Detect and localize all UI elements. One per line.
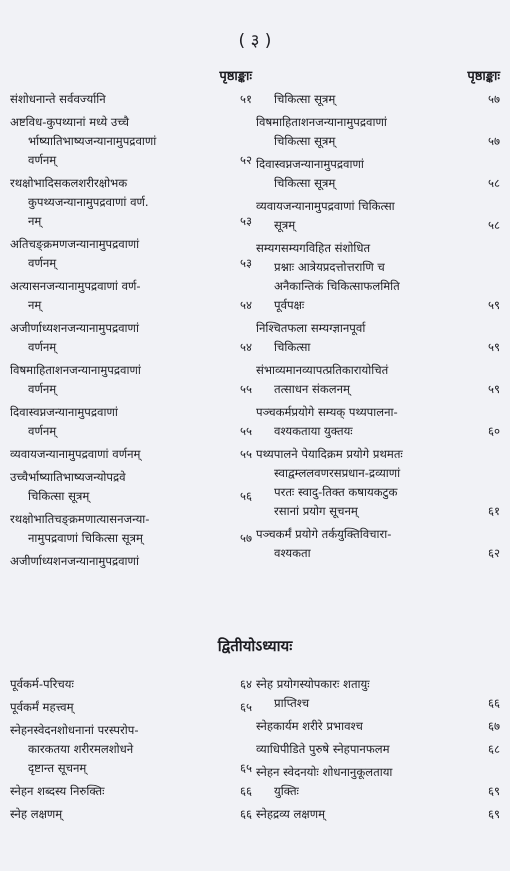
toc-entry-title xyxy=(10,277,226,315)
toc-entry xyxy=(10,235,252,273)
toc-entry-page: ६४ xyxy=(239,677,252,691)
toc-entry-line: स्नेह लक्षणम् xyxy=(10,807,63,821)
toc-entry-line: पथ्यपालने पेयादिक्रम प्रयोगे प्रथमतः xyxy=(256,447,403,461)
toc-entry-page: ५३ xyxy=(239,214,252,228)
toc-entry-line: स्नेहन स्वेदनयोः शोधनानुकूलताया xyxy=(256,765,393,779)
toc-entry xyxy=(256,763,500,801)
toc-entry-title xyxy=(10,805,226,824)
toc-entry-page: ५९ xyxy=(487,298,500,312)
toc-entry-title xyxy=(256,319,474,357)
toc-entry xyxy=(10,552,252,571)
toc-entry-line: अजीर्णाध्यशनजन्यानामुपद्रवाणां xyxy=(10,554,139,568)
toc-entry-line: र्भाष्यातिभाष्यजन्यानामुपद्रवाणां xyxy=(28,134,157,148)
toc-entry xyxy=(10,468,252,506)
toc-entry xyxy=(256,525,500,563)
toc-left-column xyxy=(10,64,252,575)
toc-entry xyxy=(10,361,252,399)
toc-entry-title xyxy=(10,782,226,801)
toc-entry-page: ५७ xyxy=(487,92,500,106)
toc-entry-page: ६६ xyxy=(239,784,252,798)
toc-right-column xyxy=(256,64,500,567)
toc-entry xyxy=(256,805,500,824)
toc-entry-page: ६९ xyxy=(487,807,500,821)
toc-entry-line: अत्यासनजन्यानामुपद्रवाणां वर्ण- xyxy=(10,279,141,293)
toc-entry-line: अनैकान्तिकं चिकित्साफलमिति xyxy=(274,279,400,293)
toc-entry xyxy=(10,782,252,801)
toc-entry-line: सूत्रम् xyxy=(274,218,296,232)
toc-entry-line: चिकित्सा सूत्रम् xyxy=(274,176,336,190)
toc-entry-title xyxy=(10,90,226,109)
toc-entry-title xyxy=(256,763,474,801)
toc-entry-title xyxy=(256,740,474,759)
toc-entry-line: युक्तिः xyxy=(274,784,299,798)
toc-entry-title xyxy=(10,698,226,717)
toc-entry-line: चिकित्सा सूत्रम् xyxy=(274,92,336,106)
toc-entry-title xyxy=(256,113,474,151)
toc-entry-line: वश्यकता xyxy=(274,546,311,560)
toc-entry-line: वर्णनम् xyxy=(28,153,57,167)
toc-entry-line: सम्यगसम्यगविहित संशोधित xyxy=(256,241,371,255)
toc-entry xyxy=(256,90,500,109)
toc-entry-line: दिवास्वप्नजन्यानामुपद्रवाणां xyxy=(256,157,364,171)
toc-entry-title xyxy=(10,675,226,694)
toc-entry-page: ६७ xyxy=(487,719,500,733)
toc-entry-line: रसानां प्रयोग सूचनम् xyxy=(274,504,358,518)
toc-entry-title xyxy=(10,445,226,464)
toc-entry xyxy=(10,805,252,824)
toc-entry-page: ५७ xyxy=(487,134,500,148)
toc-entry-page: ५१ xyxy=(239,92,252,106)
toc-entry-title xyxy=(256,717,474,736)
page-column-header: पृष्ठाङ्काः xyxy=(467,69,500,84)
toc-entry-line: स्वाद्वम्ललवणरसप्रधान-द्रव्याणां xyxy=(274,466,401,480)
toc-entry-line: स्नेह प्रयोगस्योपकारः शतायुः xyxy=(256,677,370,691)
toc-entry-line: प्रश्नाः आत्रेयप्रदत्तोत्तराणि च xyxy=(274,260,385,274)
toc-entry-title xyxy=(10,174,226,231)
toc-entry-line: पूर्वकर्म-परिचयः xyxy=(10,677,74,691)
toc-entry-line: दिवास्वप्नजन्यानामुपद्रवाणां xyxy=(10,405,118,419)
toc-entry-title xyxy=(10,510,226,548)
toc-entry-line: रथक्षोभातिचङ्क्रमणात्यासनजन्या- xyxy=(10,512,150,526)
toc-entry-line: वर्णनम् xyxy=(28,340,57,354)
toc-entry-title xyxy=(10,235,226,273)
toc-left-column-chapter2 xyxy=(10,675,252,828)
toc-entry-page: ६९ xyxy=(487,784,500,798)
toc-entry-line: वर्णनम् xyxy=(28,382,57,396)
toc-entry-line: अष्टविध-कुपथ्यानां मध्ये उच्चै xyxy=(10,115,129,129)
toc-entry-line: निश्चितफला सम्यग्ज्ञानपूर्वा xyxy=(256,321,366,335)
toc-entry-page: ५६ xyxy=(239,489,252,503)
toc-entry-line: रथक्षोभादिसकलशरीरक्षोभक xyxy=(10,176,128,190)
toc-entry-page: ६५ xyxy=(239,700,252,714)
toc-entry-page: ५९ xyxy=(487,382,500,396)
toc-entry-line: चिकित्सा xyxy=(274,340,311,354)
toc-entry-line: चिकित्सा सूत्रम् xyxy=(274,134,336,148)
toc-entry xyxy=(256,319,500,357)
toc-entry xyxy=(10,113,252,170)
toc-entry-page: ५२ xyxy=(239,153,252,167)
toc-entry-line: स्नेहनस्वेदनशोधनानां परस्परोप- xyxy=(10,723,139,737)
toc-entry-line: अतिचङ्क्रमणजन्यानामुपद्रवाणां xyxy=(10,237,140,251)
toc-entry-page: ५४ xyxy=(239,298,252,312)
toc-entry-page: ६२ xyxy=(487,546,500,560)
toc-entry-page: ६० xyxy=(487,424,500,438)
toc-entry-line: संभाव्यमानव्यापत्प्रतिकारायोचितं xyxy=(256,363,389,377)
toc-entry-page: ६८ xyxy=(487,742,500,756)
toc-entry-page: ५५ xyxy=(239,424,252,438)
toc-entry-line: स्नेहकार्यम शरीरे प्रभावश्च xyxy=(256,719,363,733)
toc-entry-title xyxy=(10,113,226,170)
toc-entry-page: ५५ xyxy=(239,382,252,396)
toc-entry xyxy=(10,675,252,694)
toc-entry xyxy=(10,90,252,109)
toc-entry xyxy=(10,403,252,441)
toc-entry-title xyxy=(10,403,226,441)
toc-entry-title xyxy=(10,361,226,399)
toc-entry-page: ६६ xyxy=(487,696,500,710)
toc-entry-line: व्याधिपीडिते पुरुषे स्नेहपानफलम xyxy=(256,742,390,756)
toc-entry xyxy=(10,510,252,548)
toc-entry-line: व्यवायजन्यानामुपद्रवाणां वर्णनम् xyxy=(10,447,141,461)
chapter-title: द्वितीयोऽध्यायः xyxy=(217,637,293,655)
toc-entry xyxy=(256,239,500,315)
toc-entry xyxy=(10,174,252,231)
toc-entry-line: वर्णनम् xyxy=(28,256,57,270)
toc-entry-title xyxy=(256,675,474,713)
toc-entry xyxy=(10,277,252,315)
toc-entry-page: ५९ xyxy=(487,340,500,354)
toc-entry xyxy=(10,698,252,717)
toc-entry-page: ५७ xyxy=(239,531,252,545)
toc-entry xyxy=(256,445,500,521)
toc-entry-line: नामुपद्रवाणां चिकित्सा सूत्रम् xyxy=(28,531,143,545)
toc-entry-title xyxy=(256,197,474,235)
page-number: ( ३ ) xyxy=(238,31,272,51)
toc-entry-page: ६१ xyxy=(487,504,500,518)
toc-entry-line: व्यवायजन्यानामुपद्रवाणां चिकित्सा xyxy=(256,199,395,213)
toc-entry-title xyxy=(256,525,474,563)
toc-entry-line: कारकतया शरीरमलशोधने xyxy=(28,742,134,756)
toc-entry-page: ५५ xyxy=(239,447,252,461)
toc-entry-page: ६६ xyxy=(239,807,252,821)
toc-entry-line: वर्णनम् xyxy=(28,424,57,438)
toc-entry xyxy=(256,113,500,151)
page-column-header: पृष्ठाङ्काः xyxy=(219,69,252,84)
toc-entry xyxy=(256,361,500,399)
toc-entry-page: ५८ xyxy=(487,176,500,190)
toc-entry-title xyxy=(256,445,474,521)
toc-entry-line: कुपथ्यजन्यानामुपद्रवाणां वर्ण. xyxy=(28,195,149,209)
toc-entry-title xyxy=(256,361,474,399)
toc-entry-line: प्राप्तिश्च xyxy=(274,696,310,710)
toc-entry-line: उच्चैर्भाष्यातिभाष्यजन्योपद्रवे xyxy=(10,470,126,484)
toc-entry-line: दृष्टान्त सूचनम् xyxy=(28,761,87,775)
toc-entry-title xyxy=(10,468,226,506)
toc-entry-line: अजीर्णाध्यशनजन्यानामुपद्रवाणां xyxy=(10,321,139,335)
toc-entry-line: पञ्चकर्मप्रयोगे सम्यक् पथ्यपालना- xyxy=(256,405,398,419)
toc-entry xyxy=(256,740,500,759)
toc-entry-title xyxy=(256,239,474,315)
toc-entry-line: तत्साधन संकलनम् xyxy=(274,382,350,396)
toc-entry-line: विषमाहिताशनजन्यानामुपद्रवाणां xyxy=(256,115,387,129)
toc-entry xyxy=(256,717,500,736)
toc-entry-line: पूर्वपक्षः xyxy=(274,298,305,312)
toc-entry-line: वश्यकताया युक्तयः xyxy=(274,424,353,438)
toc-entry-page: ५८ xyxy=(487,218,500,232)
toc-entry-line: पञ्चकर्मं प्रयोगे तर्कयुक्तिविचारा- xyxy=(256,527,392,541)
toc-entry-page: ६५ xyxy=(239,761,252,775)
toc-entry xyxy=(10,445,252,464)
toc-entry xyxy=(10,319,252,357)
toc-entry-line: स्नेहन शब्दस्य निरुक्तिः xyxy=(10,784,105,798)
toc-entry-title xyxy=(256,90,474,109)
toc-entry-title xyxy=(256,805,474,824)
toc-entry-title xyxy=(10,721,226,778)
toc-entry xyxy=(256,403,500,441)
toc-entry-line: चिकित्सा सूत्रम् xyxy=(28,489,90,503)
toc-entry-page: ५४ xyxy=(239,340,252,354)
toc-right-column-chapter2 xyxy=(256,675,500,828)
toc-entry-title xyxy=(10,319,226,357)
toc-entry xyxy=(10,721,252,778)
toc-entry-title xyxy=(256,155,474,193)
toc-entry-line: परतः स्वादु-तिक्त कषायकटुक xyxy=(274,485,398,499)
toc-entry-title xyxy=(256,403,474,441)
toc-entry-line: विषमाहिताशनजन्यानामुपद्रवाणां xyxy=(10,363,141,377)
toc-entry-page: ५३ xyxy=(239,256,252,270)
toc-entry-line: नम् xyxy=(28,214,42,228)
toc-entry-line: संशोधनान्ते सर्ववर्ज्यानि xyxy=(10,92,106,106)
toc-entry xyxy=(256,675,500,713)
toc-entry xyxy=(256,197,500,235)
toc-entry-line: स्नेहद्रव्य लक्षणम् xyxy=(256,807,326,821)
toc-entry-line: नम् xyxy=(28,298,42,312)
toc-entry xyxy=(256,155,500,193)
toc-entry-title xyxy=(10,552,226,571)
toc-entry-line: पूर्वकर्मं महत्त्वम् xyxy=(10,700,74,714)
